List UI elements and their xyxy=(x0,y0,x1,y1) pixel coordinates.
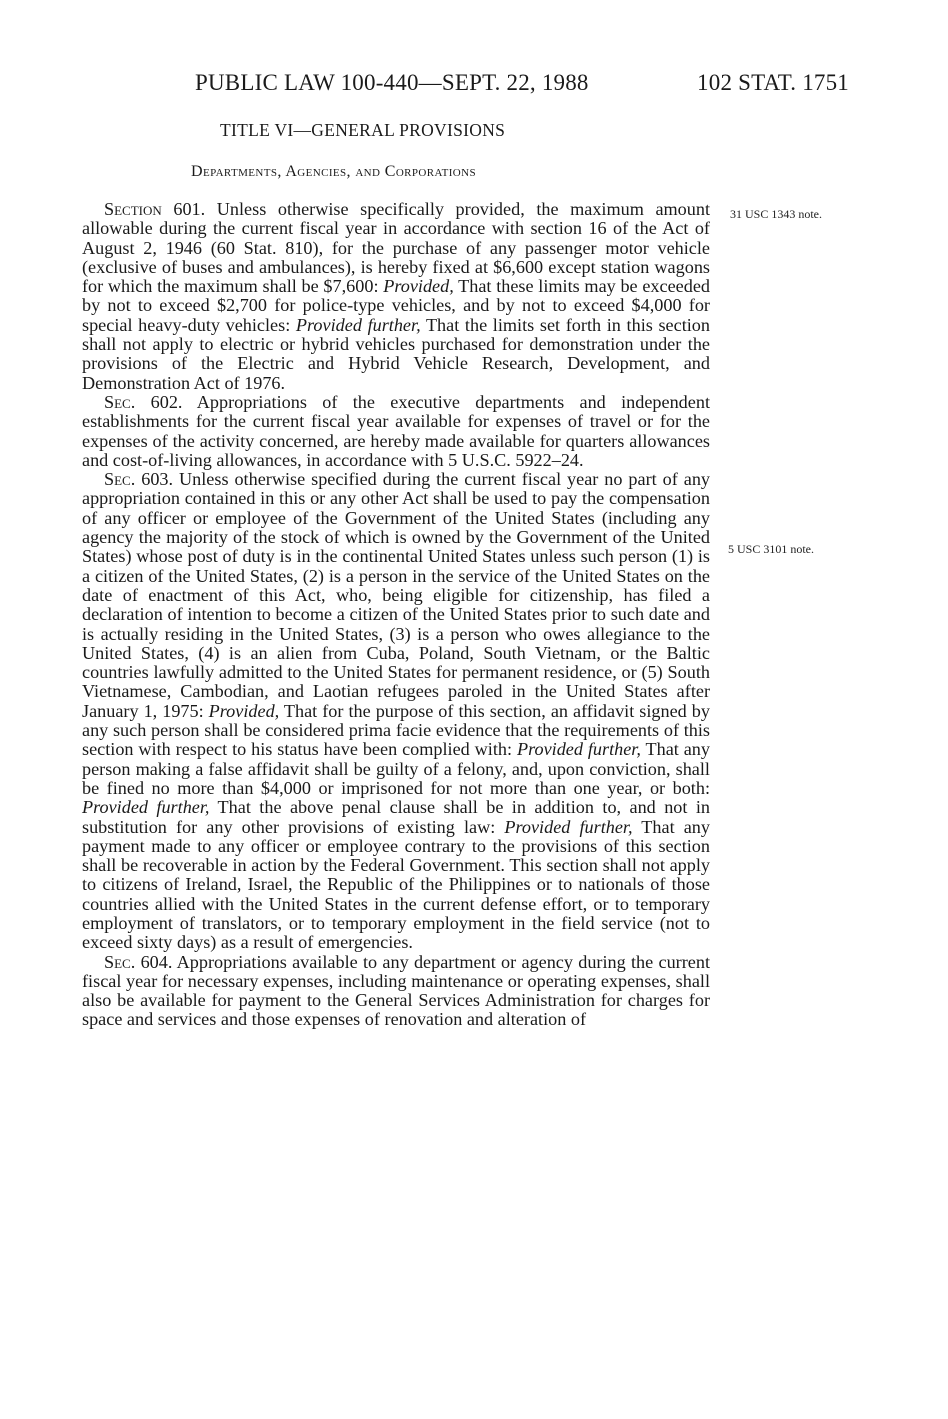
section-label: Section xyxy=(104,199,162,219)
section-text: That any person making a false affidavit shall be guilty of a felony, and, upon conviction, shall be fined no more than $4,000 or imprisoned for not more than one year, or both: xyxy=(82,739,710,798)
proviso: Provided further, xyxy=(295,314,421,335)
proviso: Provided further, xyxy=(516,739,641,760)
section-text: Unless otherwise specifically provided, the maximum amount allowable during the current fiscal year in accordance with section 16 of the Act of August 2, 1946 (60 Stat. 810), for the purchase of any passenger motor vehicle (exclusive of buses and ambulances), is hereby fixed at $6,600 except station wagons for which the maximum shall be $7,600: xyxy=(82,199,710,297)
section-number: 602. xyxy=(150,391,183,412)
law-citation: PUBLIC LAW 100-440—SEPT. 22, 1988 xyxy=(195,70,589,95)
statute-page: 102 STAT. 1751 xyxy=(697,70,849,95)
section-number: 604. xyxy=(140,951,173,972)
section-text: Appropriations available to any department or agency during the current fiscal year for necessary expenses, including maintenance or operating expenses, shall also be available for payment to the General Services Administration for charges for space and services and those expenses of renovation and alteration of xyxy=(82,951,710,1030)
section-603 xyxy=(82,470,710,952)
margin-note-sec-601: 31 USC 1343 note. xyxy=(730,207,823,221)
section-text: That the limits set forth in this section shall not apply to electric or hybrid vehicles purchased for demonstration under the provisions of the Electric and Hybrid Vehicle Research, Development, and Demonstration Act of 1976. xyxy=(82,314,710,393)
section-number: 601. xyxy=(173,199,206,219)
section-text: Unless otherwise specified during the current fiscal year no part of any appropriation contained in this or any other Act shall be used to pay the compensation of any officer or employee of the Government of the United States (including any agency the majority of the stock of which is owned by the Government of the United States) whose post of duty is in the continental United States unless such person (1) is a citizen of the United States, (2) is a person in the service of the United States on the date of enactment of this Act, who, being eligible for citizenship, has filed a declaration of intention to become a citizen of the United States prior to such date and is actually residing in the United States, (3) is a person who owes allegiance to the United States, (4) is an alien from Cuba, Poland, South Vietnam, or the Baltic countries lawfully admitted to the United States for permanent residence, or (5) South Vietnamese, Cambodian, and Laotian refugees paroled in the United States after January 1, 1975: xyxy=(82,469,711,721)
proviso: Provided, xyxy=(383,276,454,297)
section-number: 603. xyxy=(141,469,174,490)
section-text: That any payment made to any officer or employee contrary to the provisions of this section shall be recoverable in action by the Federal Government. This section shall not apply to citizens of Ireland, Israel, the Republic of the Philippines or to nationals of those countries allied with the United States in the current defense effort, or to temporary employment of translators, or to temporary employment in the field service (not to exceed sixty days) as a result of emergencies. xyxy=(82,816,710,953)
section-604 xyxy=(82,953,710,1030)
section-text: That the above penal clause shall be in addition to, and not in substitution for any other provisions of existing law: xyxy=(82,797,710,837)
section-label: Sec. xyxy=(104,951,136,972)
section-601 xyxy=(82,200,710,393)
proviso: Provided further, xyxy=(504,816,633,837)
section-label: Sec. xyxy=(104,391,136,412)
margin-note-sec-603: 5 USC 3101 note. xyxy=(728,542,815,556)
section-text: Appropriations of the executive departments and independent establishments for the current fiscal year available for expenses of travel or for the expenses of the activity concerned, are hereby made available for quarters allowances and cost-of-living allowances, in accordance with 5 U.S.C. 5922–24. xyxy=(82,391,710,470)
body-text xyxy=(82,200,710,1030)
section-text: That these limits may be exceeded by not to exceed $2,700 for police-type vehicles, and by not to exceed $4,000 for special heavy-duty vehicles: xyxy=(82,276,710,335)
section-label: Sec. xyxy=(104,469,136,490)
section-602 xyxy=(82,393,710,470)
proviso: Provided, xyxy=(208,700,280,721)
proviso: Provided further, xyxy=(82,797,210,818)
subtitle-heading: Departments, Agencies, and Corporations xyxy=(191,163,477,180)
section-text: That for the purpose of this section, an affidavit signed by any such person shall be considered prima facie evidence that the requirements of this section with respect to his status have been complied with: xyxy=(82,700,710,760)
title-heading: TITLE VI—GENERAL PROVISIONS xyxy=(220,120,506,140)
